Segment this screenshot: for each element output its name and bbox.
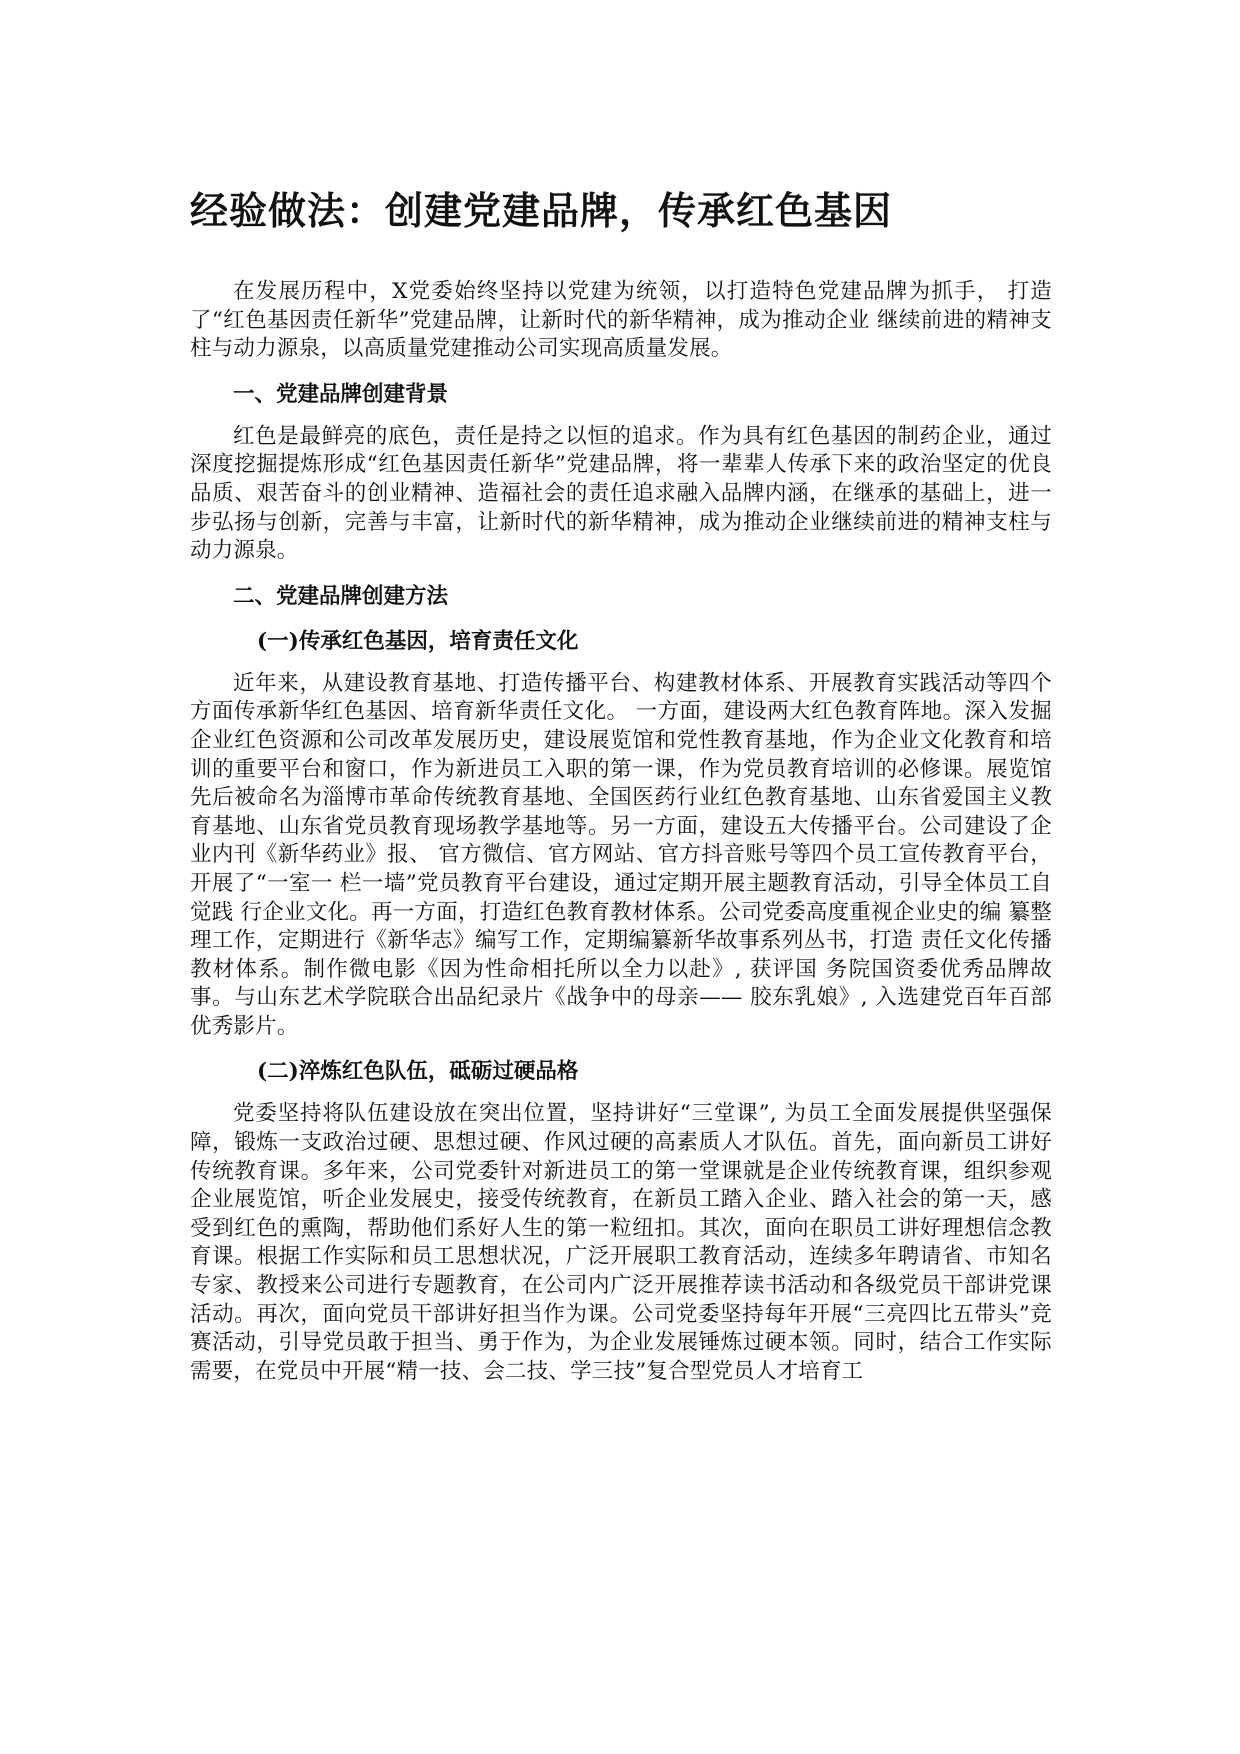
subsection-heading-team: (二)淬炼红色队伍，砥砺过硬品格 xyxy=(257,1059,579,1085)
section-paragraph-background: 红色是最鲜亮的底色，责任是持之以恒的追求。作为具有红色基因的制药企业，通过深度挖掘提炼形成“红色基因责任新华”党建品牌，将一辈辈人传承下来的政治坚定的优良品质、艰苦奋斗的创业精神、造福社会的责任追求融入品牌内涵，在继承的基础上，进一步弘扬与创新，完善与丰富，让新时代的新华精神，成为推动企业继续前进的精神支柱与动力源泉。 xyxy=(190,423,1052,564)
document-title: 经验做法：创建党建品牌，传承红色基因 xyxy=(190,188,893,233)
intro-paragraph: 在发展历程中，X党委始终坚持以党建为统领，以打造特色党建品牌为抓手， 打造了“红色基因责任新华”党建品牌，让新时代的新华精神，成为推动企业 继续前进的精神支柱与动力源泉，以高质量党建推动公司实现高质量发展。 xyxy=(190,279,1052,362)
subsection-heading-culture: (一)传承红色基因，培育责任文化 xyxy=(257,628,579,654)
subsection-paragraph-culture: 近年来，从建设教育基地、打造传播平台、构建教材体系、开展教育实践活动等四个方面传承新华红色基因、培育新华责任文化。 一方面，建设两大红色教育阵地。深入发掘企业红色资源和公司改革发展历史，建设展览馆和党性教育基地，作为企业文化教育和培训的重要平台和窗口，作为新进员工入职的第一课，作为党员教育培训的必修课。展览馆先后被命名为淄博市革命传统教育基地、全国医药行业红色教育基地、山东省爱国主义教育基地、山东省党员教育现场教学基地等。另一方面，建设五大传播平台。公司建设了企业内刊《新华药业》报、 官方微信、官方网站、官方抖音账号等四个员工宣传教育平台，开展了“一室一 栏一墙”党员教育平台建设，通过定期开展主题教育活动，引导全体员工自觉践 行企业文化。再一方面，打造红色教育教材体系。公司党委高度重视企业史的编 纂整理工作，定期进行《新华志》编写工作，定期编纂新华故事系列丛书，打造 责任文化传播教材体系。制作微电影《因为性命相托所以全力以赴》, 获评国 务院国资委优秀品牌故事。与山东艺术学院联合出品纪录片《战争中的母亲—— 胶东乳娘》, 入选建党百年百部优秀影片。 xyxy=(190,670,1052,1039)
document-body xyxy=(190,186,1052,1386)
section-heading-methods: 二、党建品牌创建方法 xyxy=(233,583,449,609)
section-heading-background: 一、党建品牌创建背景 xyxy=(233,381,449,407)
subsection-paragraph-team: 党委坚持将队伍建设放在突出位置，坚持讲好“三堂课”, 为员工全面发展提供坚强保障，锻炼一支政治过硬、思想过硬、作风过硬的高素质人才队伍。首先，面向新员工讲好传统教育课。多年来，公司党委针对新进员工的第一堂课就是企业传统教育课，组织参观企业展览馆，听企业发展史，接受传统教育，在新员工踏入企业、踏入社会的第一天，感受到红色的熏陶，帮助他们系好人生的第一粒纽扣。其次，面向在职员工讲好理想信念教育课。根据工作实际和员工思想状况，广泛开展职工教育活动，连续多年聘请省、市知名专家、教授来公司进行专题教育，在公司内广泛开展推荐读书活动和各级党员干部讲党课活动。再次，面向党员干部讲好担当作为课。公司党委坚持每年开展“三亮四比五带头”竞赛活动，引导党员敢于担当、勇于作为，为企业发展锤炼过硬本领。同时，结合工作实际需要，在党员中开展“精一技、会二技、学三技”复合型党员人才培育工 xyxy=(190,1101,1052,1384)
